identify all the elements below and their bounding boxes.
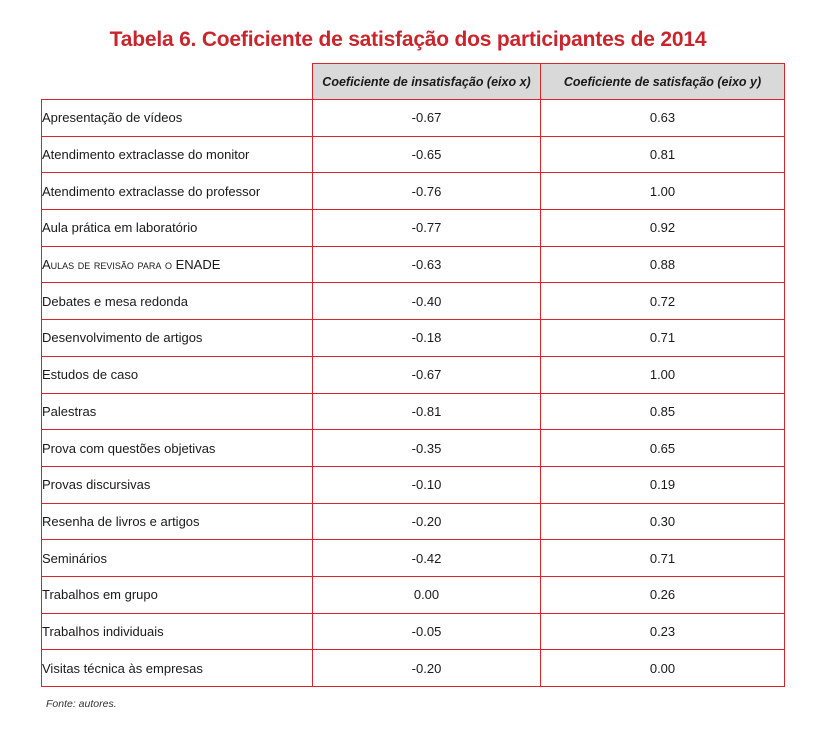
row-x-value: -0.20 bbox=[313, 503, 541, 540]
header-dissatisfaction-coefficient: Coeficiente de insatisfação (eixo x) bbox=[313, 64, 541, 100]
row-y-value: 0.71 bbox=[541, 320, 785, 357]
table-row bbox=[42, 283, 785, 320]
row-label: Trabalhos individuais bbox=[42, 613, 313, 650]
row-y-value: 0.63 bbox=[541, 100, 785, 137]
row-x-value: -0.63 bbox=[313, 246, 541, 283]
table-row bbox=[42, 503, 785, 540]
row-x-value: -0.10 bbox=[313, 466, 541, 503]
table-row bbox=[42, 356, 785, 393]
row-x-value: -0.77 bbox=[313, 210, 541, 247]
table-row bbox=[42, 466, 785, 503]
table-row bbox=[42, 576, 785, 613]
table-row bbox=[42, 430, 785, 467]
row-label: Aulas de revisão para o ENADE bbox=[42, 246, 313, 283]
row-label: Atendimento extraclasse do monitor bbox=[42, 136, 313, 173]
table-row bbox=[42, 173, 785, 210]
table-row bbox=[42, 136, 785, 173]
row-x-value: -0.76 bbox=[313, 173, 541, 210]
table-row bbox=[42, 613, 785, 650]
table-row bbox=[42, 650, 785, 687]
table-row bbox=[42, 540, 785, 577]
row-y-value: 1.00 bbox=[541, 356, 785, 393]
row-y-value: 0.71 bbox=[541, 540, 785, 577]
row-label: Provas discursivas bbox=[42, 466, 313, 503]
row-label: Apresentação de vídeos bbox=[42, 100, 313, 137]
row-label: Prova com questões objetivas bbox=[42, 430, 313, 467]
table-row bbox=[42, 100, 785, 137]
row-y-value: 1.00 bbox=[541, 173, 785, 210]
row-x-value: -0.40 bbox=[313, 283, 541, 320]
row-label: Desenvolvimento de artigos bbox=[42, 320, 313, 357]
table-source-note: Fonte: autores. bbox=[46, 698, 117, 710]
row-y-value: 0.85 bbox=[541, 393, 785, 430]
row-y-value: 0.30 bbox=[541, 503, 785, 540]
table-header-row bbox=[42, 64, 785, 100]
header-empty-cell bbox=[42, 64, 313, 100]
table-row bbox=[42, 210, 785, 247]
row-x-value: -0.42 bbox=[313, 540, 541, 577]
row-x-value: -0.20 bbox=[313, 650, 541, 687]
row-label: Aula prática em laboratório bbox=[42, 210, 313, 247]
row-label: Estudos de caso bbox=[42, 356, 313, 393]
row-x-value: -0.05 bbox=[313, 613, 541, 650]
row-label: Visitas técnica às empresas bbox=[42, 650, 313, 687]
row-x-value: -0.65 bbox=[313, 136, 541, 173]
table-row bbox=[42, 320, 785, 357]
row-x-value: -0.18 bbox=[313, 320, 541, 357]
row-label: Palestras bbox=[42, 393, 313, 430]
row-x-value: -0.35 bbox=[313, 430, 541, 467]
table-row bbox=[42, 246, 785, 283]
row-x-value: -0.81 bbox=[313, 393, 541, 430]
row-x-value: 0.00 bbox=[313, 576, 541, 613]
row-y-value: 0.00 bbox=[541, 650, 785, 687]
row-x-value: -0.67 bbox=[313, 100, 541, 137]
row-y-value: 0.65 bbox=[541, 430, 785, 467]
row-y-value: 0.81 bbox=[541, 136, 785, 173]
table-title: Tabela 6. Coeficiente de satisfação dos participantes de 2014 bbox=[109, 28, 707, 51]
row-x-value: -0.67 bbox=[313, 356, 541, 393]
row-label: Atendimento extraclasse do professor bbox=[42, 173, 313, 210]
row-y-value: 0.23 bbox=[541, 613, 785, 650]
table-row bbox=[42, 393, 785, 430]
row-label: Debates e mesa redonda bbox=[42, 283, 313, 320]
row-label: Seminários bbox=[42, 540, 313, 577]
satisfaction-table bbox=[41, 63, 785, 687]
row-y-value: 0.92 bbox=[541, 210, 785, 247]
row-y-value: 0.88 bbox=[541, 246, 785, 283]
row-y-value: 0.72 bbox=[541, 283, 785, 320]
row-label: Trabalhos em grupo bbox=[42, 576, 313, 613]
row-label: Resenha de livros e artigos bbox=[42, 503, 313, 540]
row-y-value: 0.19 bbox=[541, 466, 785, 503]
header-satisfaction-coefficient: Coeficiente de satisfação (eixo y) bbox=[541, 64, 785, 100]
row-y-value: 0.26 bbox=[541, 576, 785, 613]
